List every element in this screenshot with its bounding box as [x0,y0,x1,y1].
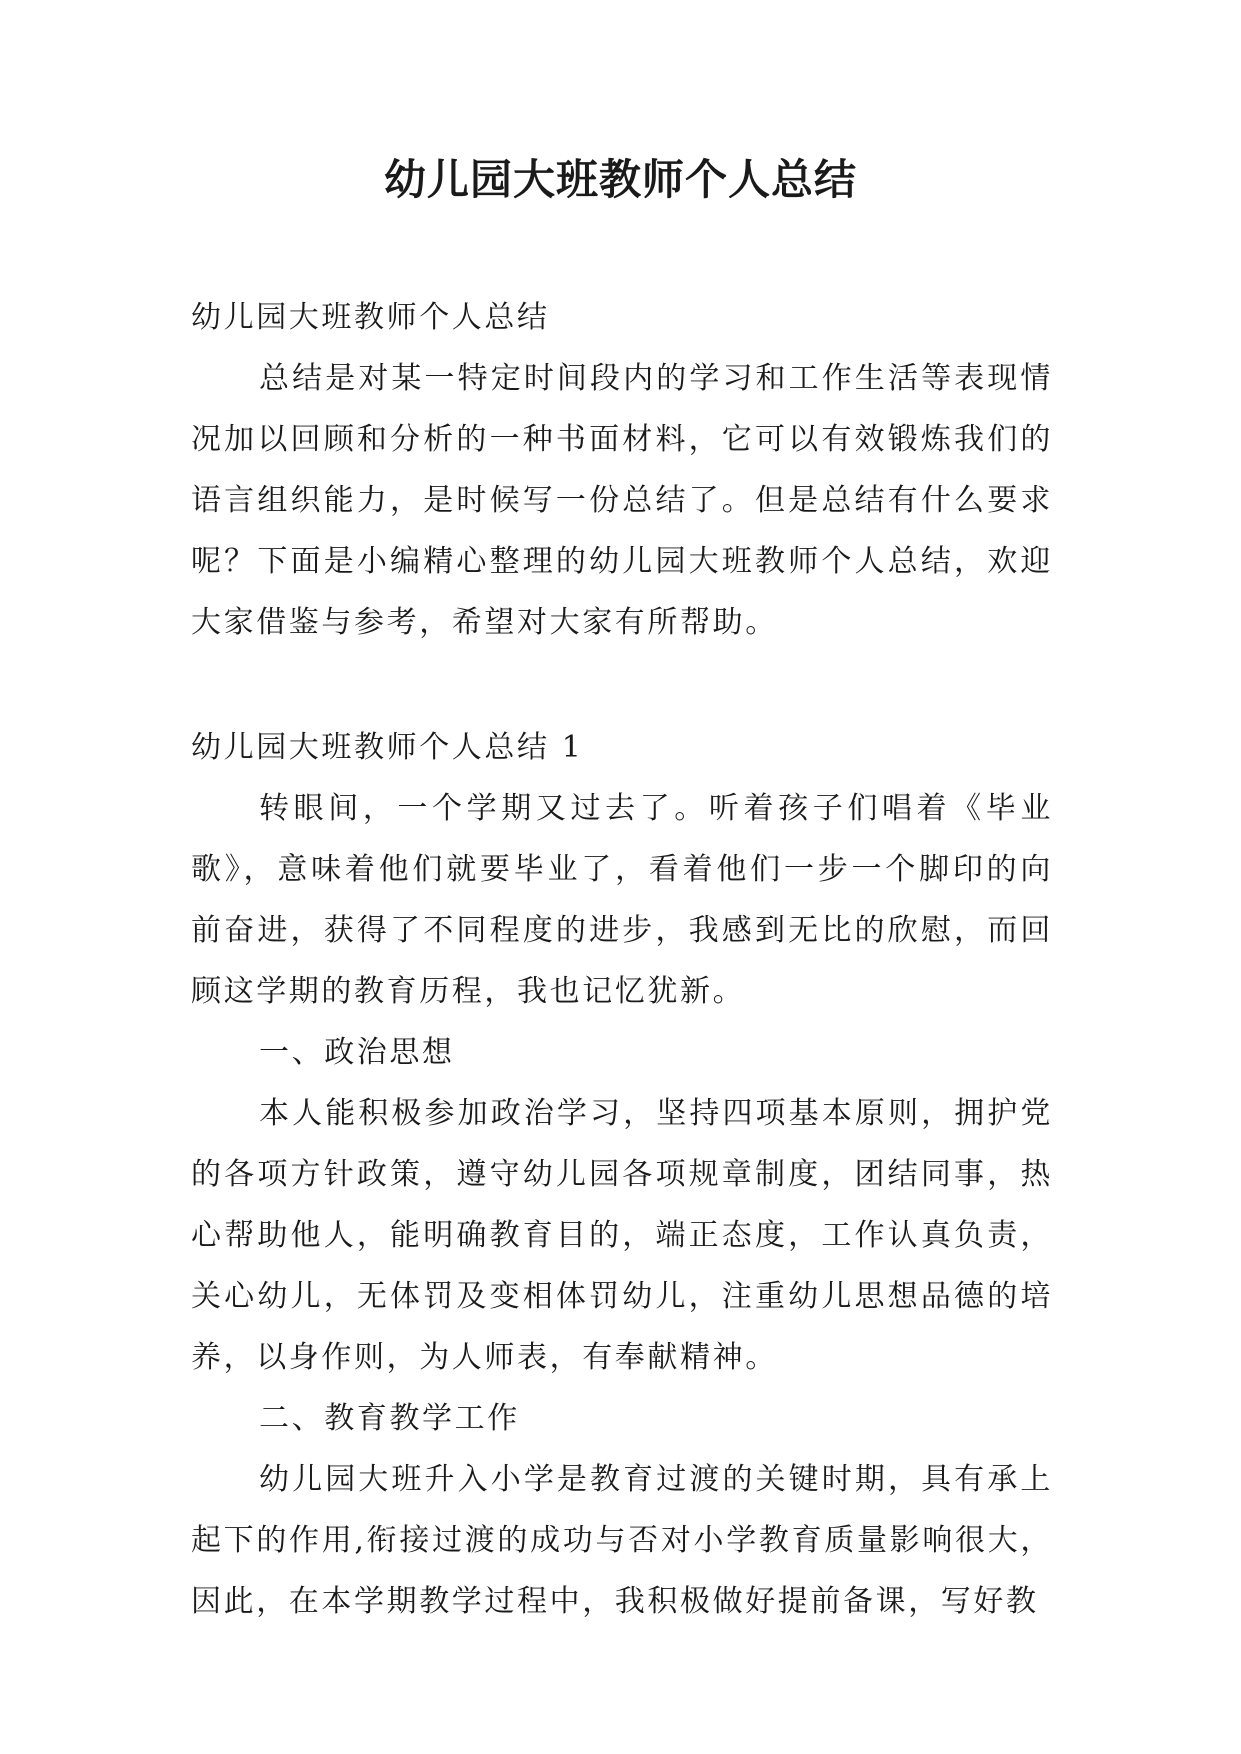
document-body [191,287,1053,1632]
document-title: 幼儿园大班教师个人总结 [383,155,857,204]
section-spacer [191,653,1053,717]
section-paragraph-1: 转眼间，一个学期又过去了。听着孩子们唱着《毕业歌》，意味着他们就要毕业了，看着他们一步一个脚印的向前奋进，获得了不同程度的进步，我感到无比的欣慰，而回顾这学期的教育历程，我也记忆犹新。 [191,791,1053,1009]
section-paragraph-2: 本人能积极参加政治学习，坚持四项基本原则，拥护党的各项方针政策，遵守幼儿园各项规章制度，团结同事，热心帮助他人，能明确教育目的，端正态度，工作认真负责，关心幼儿，无体罚及变相体罚幼儿，注重幼儿思想品德的培养，以身作则，为人师表，有奉献精神。 [191,1096,1053,1375]
intro-heading: 幼儿园大班教师个人总结 [191,300,550,335]
subheading-teaching: 二、教育教学工作 [259,1401,520,1436]
subheading-political: 一、政治思想 [259,1035,455,1070]
section-heading: 幼儿园大班教师个人总结 1 [191,730,584,765]
section-paragraph-3: 幼儿园大班升入小学是教育过渡的关键时期，具有承上起下的作用,衔接过渡的成功与否对小学教育质量影响很大，因此，在本学期教学过程中，我积极做好提前备课，写好教 [191,1462,1053,1619]
intro-paragraph: 总结是对某一特定时间段内的学习和工作生活等表现情况加以回顾和分析的一种书面材料，它可以有效锻炼我们的语言组织能力，是时候写一份总结了。但是总结有什么要求呢？下面是小编精心整理的幼儿园大班教师个人总结，欢迎大家借鉴与参考，希望对大家有所帮助。 [191,361,1053,640]
